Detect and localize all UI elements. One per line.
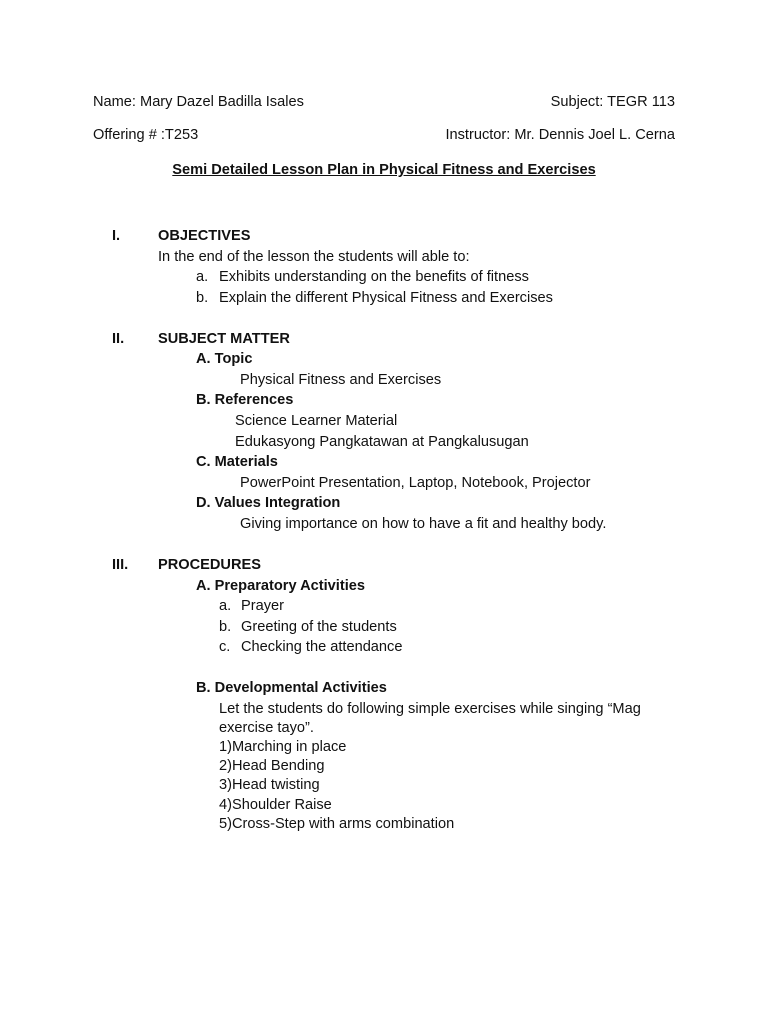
subsection-label-values: D. Values Integration — [196, 495, 341, 511]
section-heading-objectives: OBJECTIVES — [158, 228, 251, 244]
section-numeral-procedures: III. — [112, 557, 129, 573]
list-marker: b. — [219, 619, 232, 635]
list-item: Exhibits understanding on the benefits of fitness — [219, 269, 529, 285]
offering-number: Offering # :T253 — [93, 127, 199, 143]
exercise-item: 2)Head Bending — [219, 758, 325, 774]
materials-text: PowerPoint Presentation, Laptop, Notebook, Projector — [240, 475, 591, 491]
developmental-line: Let the students do following simple exercises while singing “Mag — [219, 701, 641, 717]
section-numeral-subject-matter: II. — [112, 331, 125, 347]
section-numeral-objectives: I. — [112, 228, 121, 244]
section-heading-procedures: PROCEDURES — [158, 557, 261, 573]
list-marker: a. — [219, 598, 232, 614]
reference-line: Science Learner Material — [235, 413, 398, 429]
list-item: Checking the attendance — [241, 639, 403, 655]
subsection-label-references: B. References — [196, 392, 294, 408]
list-marker: c. — [219, 639, 231, 655]
values-text: Giving importance on how to have a fit and healthy body. — [240, 516, 607, 532]
instructor-name: Instructor: Mr. Dennis Joel L. Cerna — [445, 127, 675, 143]
list-item: Prayer — [241, 598, 284, 614]
subsection-label-developmental: B. Developmental Activities — [196, 680, 387, 696]
list-marker: a. — [196, 269, 209, 285]
list-marker: b. — [196, 290, 209, 306]
subject-code: Subject: TEGR 113 — [550, 94, 675, 110]
exercise-item: 1)Marching in place — [219, 739, 347, 755]
list-item: Greeting of the students — [241, 619, 397, 635]
reference-line: Edukasyong Pangkatawan at Pangkalusugan — [235, 434, 529, 450]
exercise-item: 3)Head twisting — [219, 777, 320, 793]
subsection-label-topic: A. Topic — [196, 351, 253, 367]
list-item: Explain the different Physical Fitness and Exercises — [219, 290, 553, 306]
exercise-item: 5)Cross-Step with arms combination — [219, 816, 455, 832]
objectives-intro: In the end of the lesson the students will able to: — [158, 249, 470, 265]
subsection-label-materials: C. Materials — [196, 454, 278, 470]
exercise-item: 4)Shoulder Raise — [219, 797, 332, 813]
document-title: Semi Detailed Lesson Plan in Physical Fitness and Exercises — [172, 162, 596, 178]
topic-text: Physical Fitness and Exercises — [240, 372, 442, 388]
student-name: Name: Mary Dazel Badilla Isales — [93, 94, 304, 110]
developmental-line: exercise tayo”. — [219, 720, 314, 736]
subsection-label-preparatory: A. Preparatory Activities — [196, 578, 365, 594]
section-heading-subject-matter: SUBJECT MATTER — [158, 331, 290, 347]
